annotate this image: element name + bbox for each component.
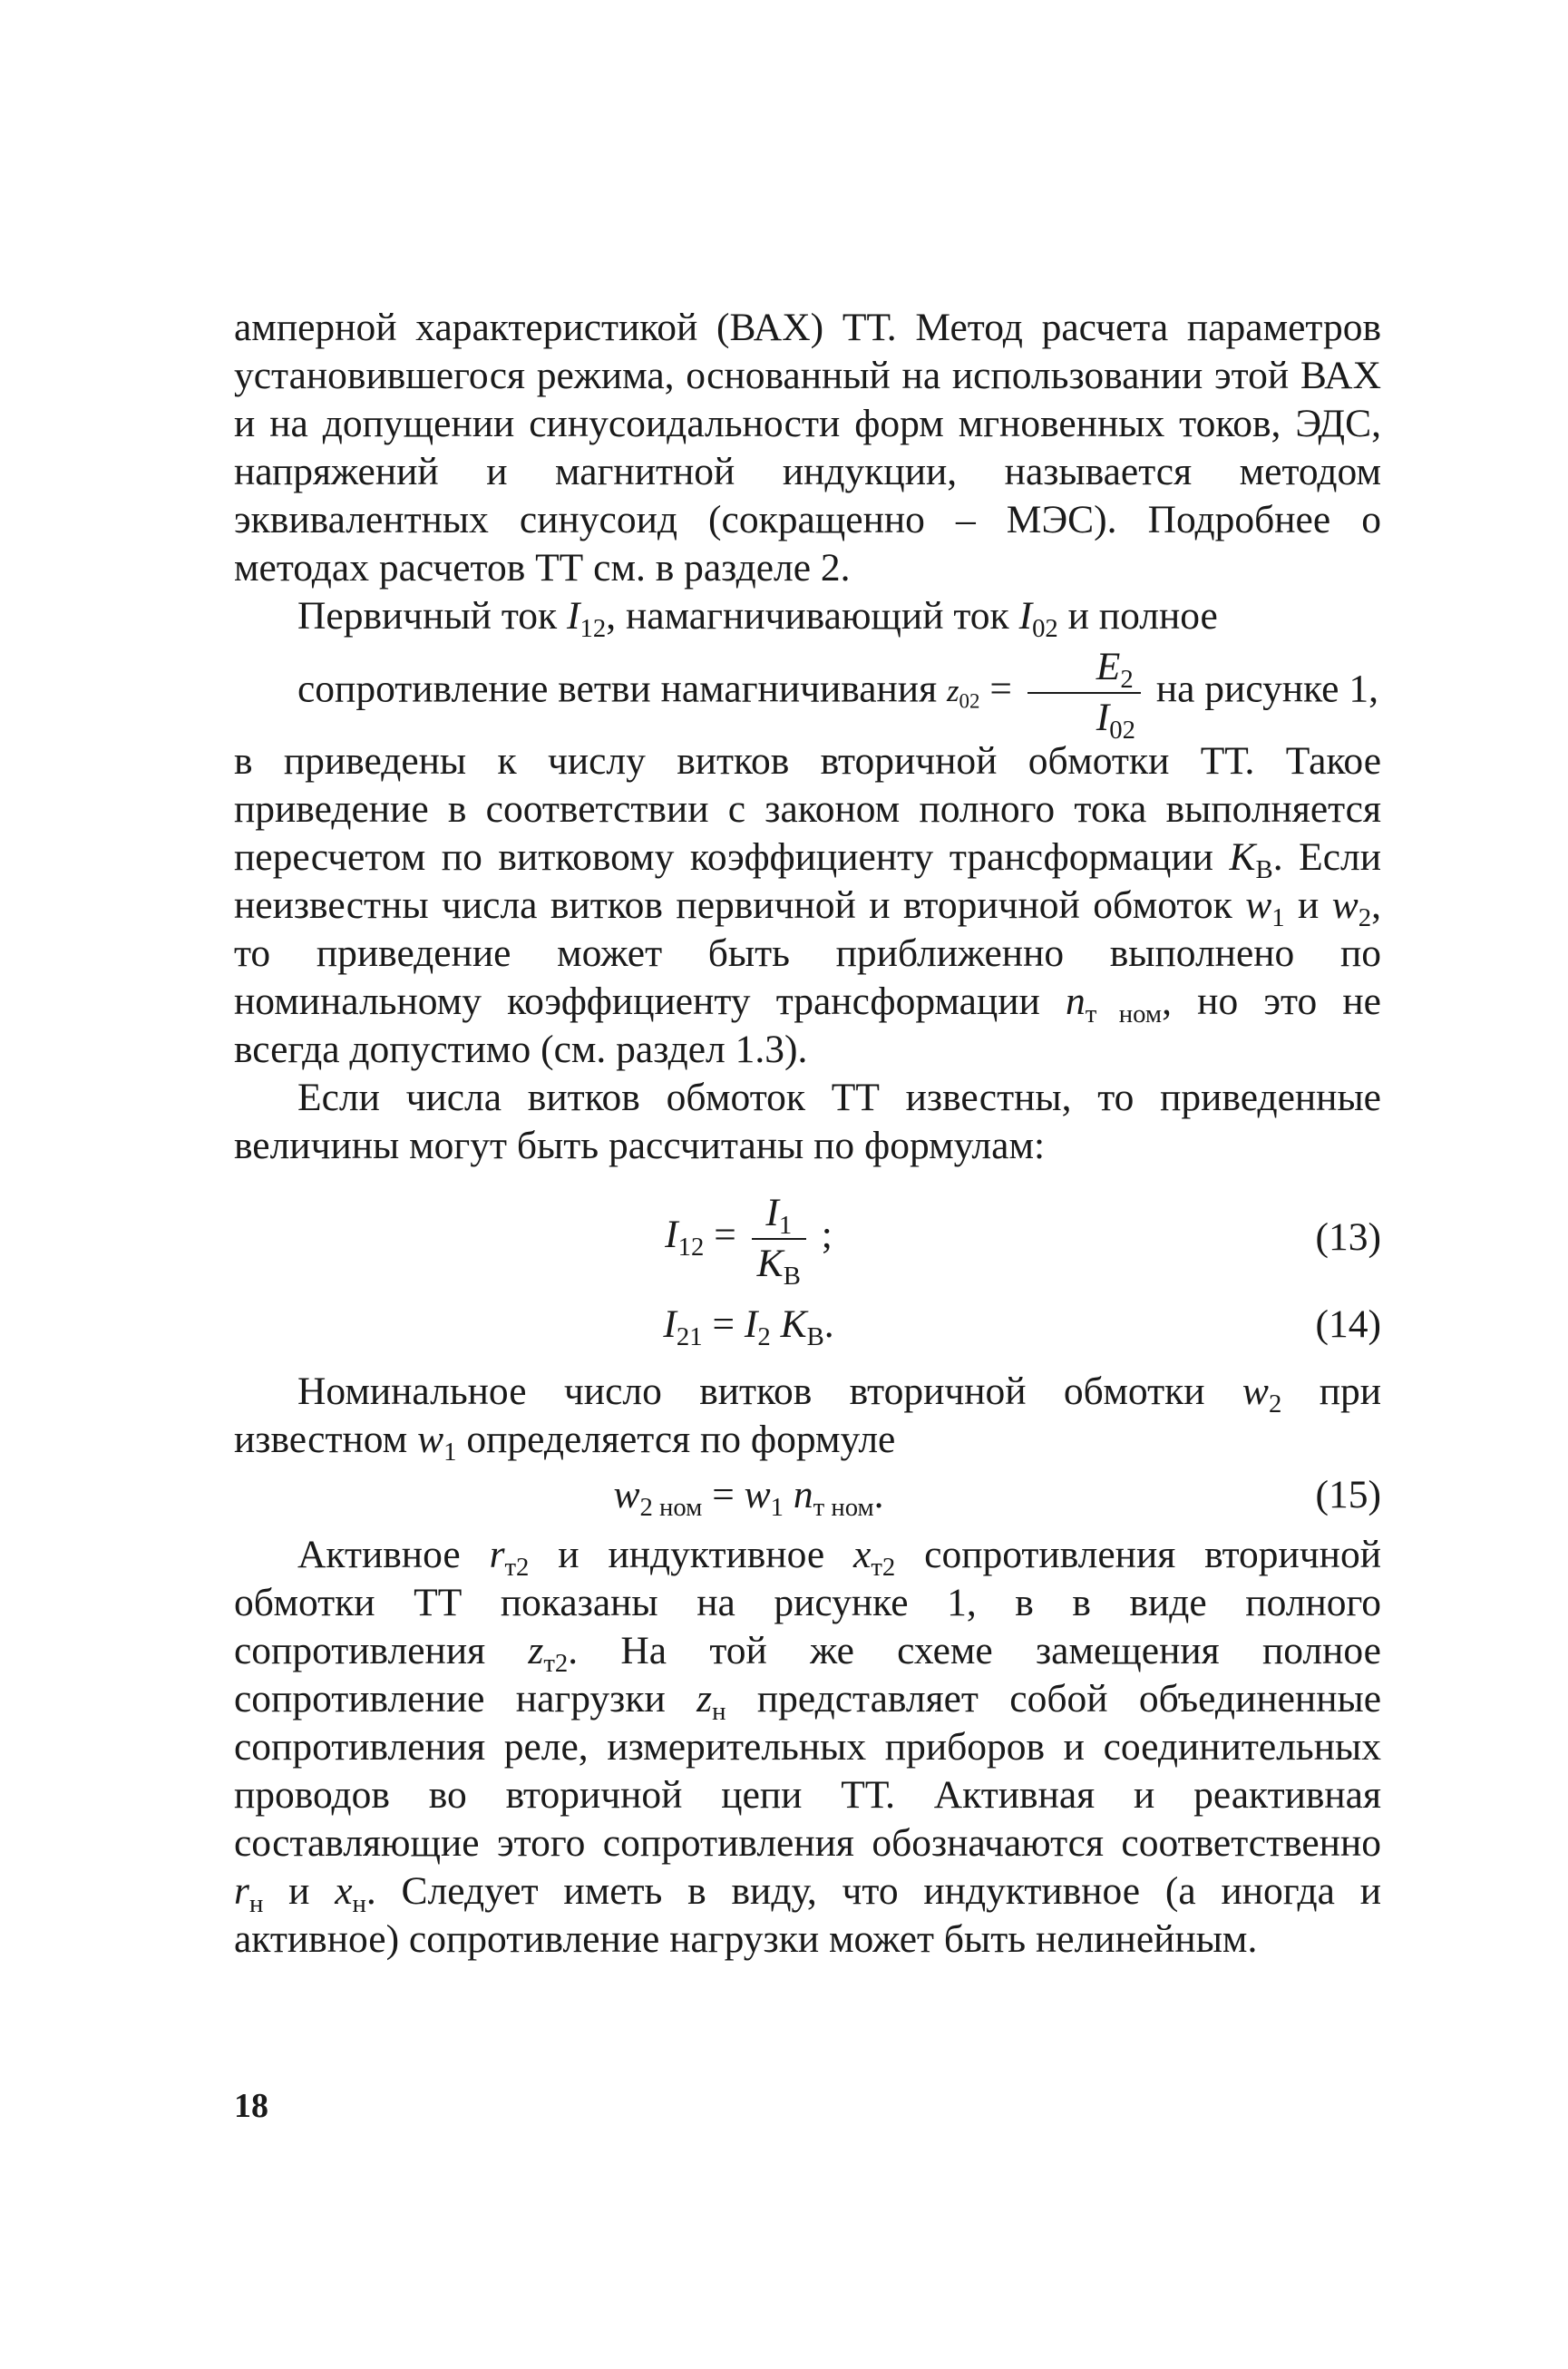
text-run: . Если неизвестны числа витков первичной и вторичной обмоток [234,835,1381,927]
text-run: и индуктивное [529,1533,854,1576]
fraction-i1-over-kv: $\frac{I_1}{K_В}$ [752,1194,806,1283]
symbol-zn: $z_н$ [696,1677,726,1727]
text-run: , но это не всегда допустимо (см. раздел 1.3). [234,980,1381,1071]
text-run: и [1284,883,1332,927]
formula-15 [234,1471,1381,1531]
fraction-e2-over-i02 [1027,645,1141,745]
symbol-w2: $w_2$ [1331,883,1372,933]
text-run: при известном [234,1370,1382,1461]
symbol-kv: $K_В$ [1229,835,1273,885]
paragraph-4 [234,1368,1382,1467]
fraction-denominator: $I_{02}$ [1096,695,1135,745]
text-column [234,304,1381,1964]
formula-13 [234,1191,1381,1293]
text-run: , намагничивающий ток [606,594,1019,638]
symbol-z02: $z_{02}$ [946,673,980,713]
symbol-i02: $I_{02}$ [1018,594,1058,644]
text-run: Номинальное число витков вторичной обмотки [297,1370,1242,1413]
formula-15-body: $w_{2 ном} = w_1$ $n_{т ном}$. [613,1473,884,1523]
inline-formula-line [234,645,1381,745]
formula-14-number: (14) [1315,1302,1381,1346]
fraction-numerator: $E_2$ [1027,648,1141,694]
equals-sign: = [979,667,1022,711]
paragraph-2 [234,592,1381,1074]
symbol-i12: $I_{12}$ [567,594,607,644]
text-run: Активное [297,1533,490,1576]
text-run: на рисунке 1, [1145,667,1378,711]
page-number: 18 [234,2087,268,2125]
formula-13-number: (13) [1315,1215,1381,1259]
text-run: сопротивление ветви намагничивания [297,667,947,711]
text-run: , то приведение может быть приближенно выполнено по номинальному коэффициенту трансформации [234,883,1382,1023]
symbol-w1: $w_1$ [417,1418,457,1467]
symbol-w1: $w_1$ [1245,883,1285,933]
text-run: Первичный ток [297,594,568,638]
text-run: представляет собой объединенные сопротивления реле, измерительных приборов и соединительных проводов во вторичной цепи ТТ. Активная и реактивная составляющие этого сопротивления обозначаются соответственно [234,1677,1382,1865]
symbol-rt2: $r_{т2}$ [489,1533,530,1583]
text-run: и [263,1869,336,1913]
text-run: . На той же схеме замещения полное сопротивление нагрузки [234,1629,1381,1721]
symbol-w2: $w_2$ [1242,1370,1282,1419]
formula-14 [234,1301,1381,1360]
symbol-xt2: $x_{т2}$ [853,1533,896,1583]
text-run: определяется по формуле [456,1418,896,1461]
symbol-rn: $r_н$ [234,1869,264,1919]
formula-15-number: (15) [1315,1473,1381,1516]
paragraph-3: Если числа витков обмоток ТТ известны, то приведенные величины могут быть рассчитаны по формулам: [234,1076,1381,1167]
symbol-zt2: $z_{т2}$ [528,1629,569,1679]
formula-13-body: $I_{12}$ = $\frac{I_1}{K_В}$ ; [665,1191,833,1291]
symbol-n-nom: $n_{т ном}$ [1066,980,1163,1029]
text-run: сопротивления вторичной обмотки ТТ показаны на рисунке 1, в в виде полного сопротивления [234,1533,1381,1672]
text-run: в приведены к числу витков вторичной обмотки ТТ. Такое приведение в соответствии с законом полного тока выполняется пересчетом по витковому коэффициенту трансформации [234,739,1381,879]
formula-14-body: $I_{21} = I_2$ $K_В$. [663,1302,834,1352]
symbol-xn: $x_н$ [335,1869,366,1919]
paragraph-1: амперной характеристикой (ВАХ) ТТ. Метод расчета параметров установившегося режима, основанный на использовании этой ВАХ и на допущении синусоидальности форм мгновенных токов, ЭДС, напряжений и магнитной индукции, называется методом эквивалентных синусоид (сокращенно – МЭС). Подробнее о методах расчетов ТТ см. в разделе 2. [234,306,1381,590]
text-run: и полное [1057,594,1218,638]
text-run: . Следует иметь в виду, что индуктивное (а иногда и активное) сопротивление нагрузки может быть нелинейным. [234,1869,1381,1961]
paragraph-5 [234,1531,1381,1964]
